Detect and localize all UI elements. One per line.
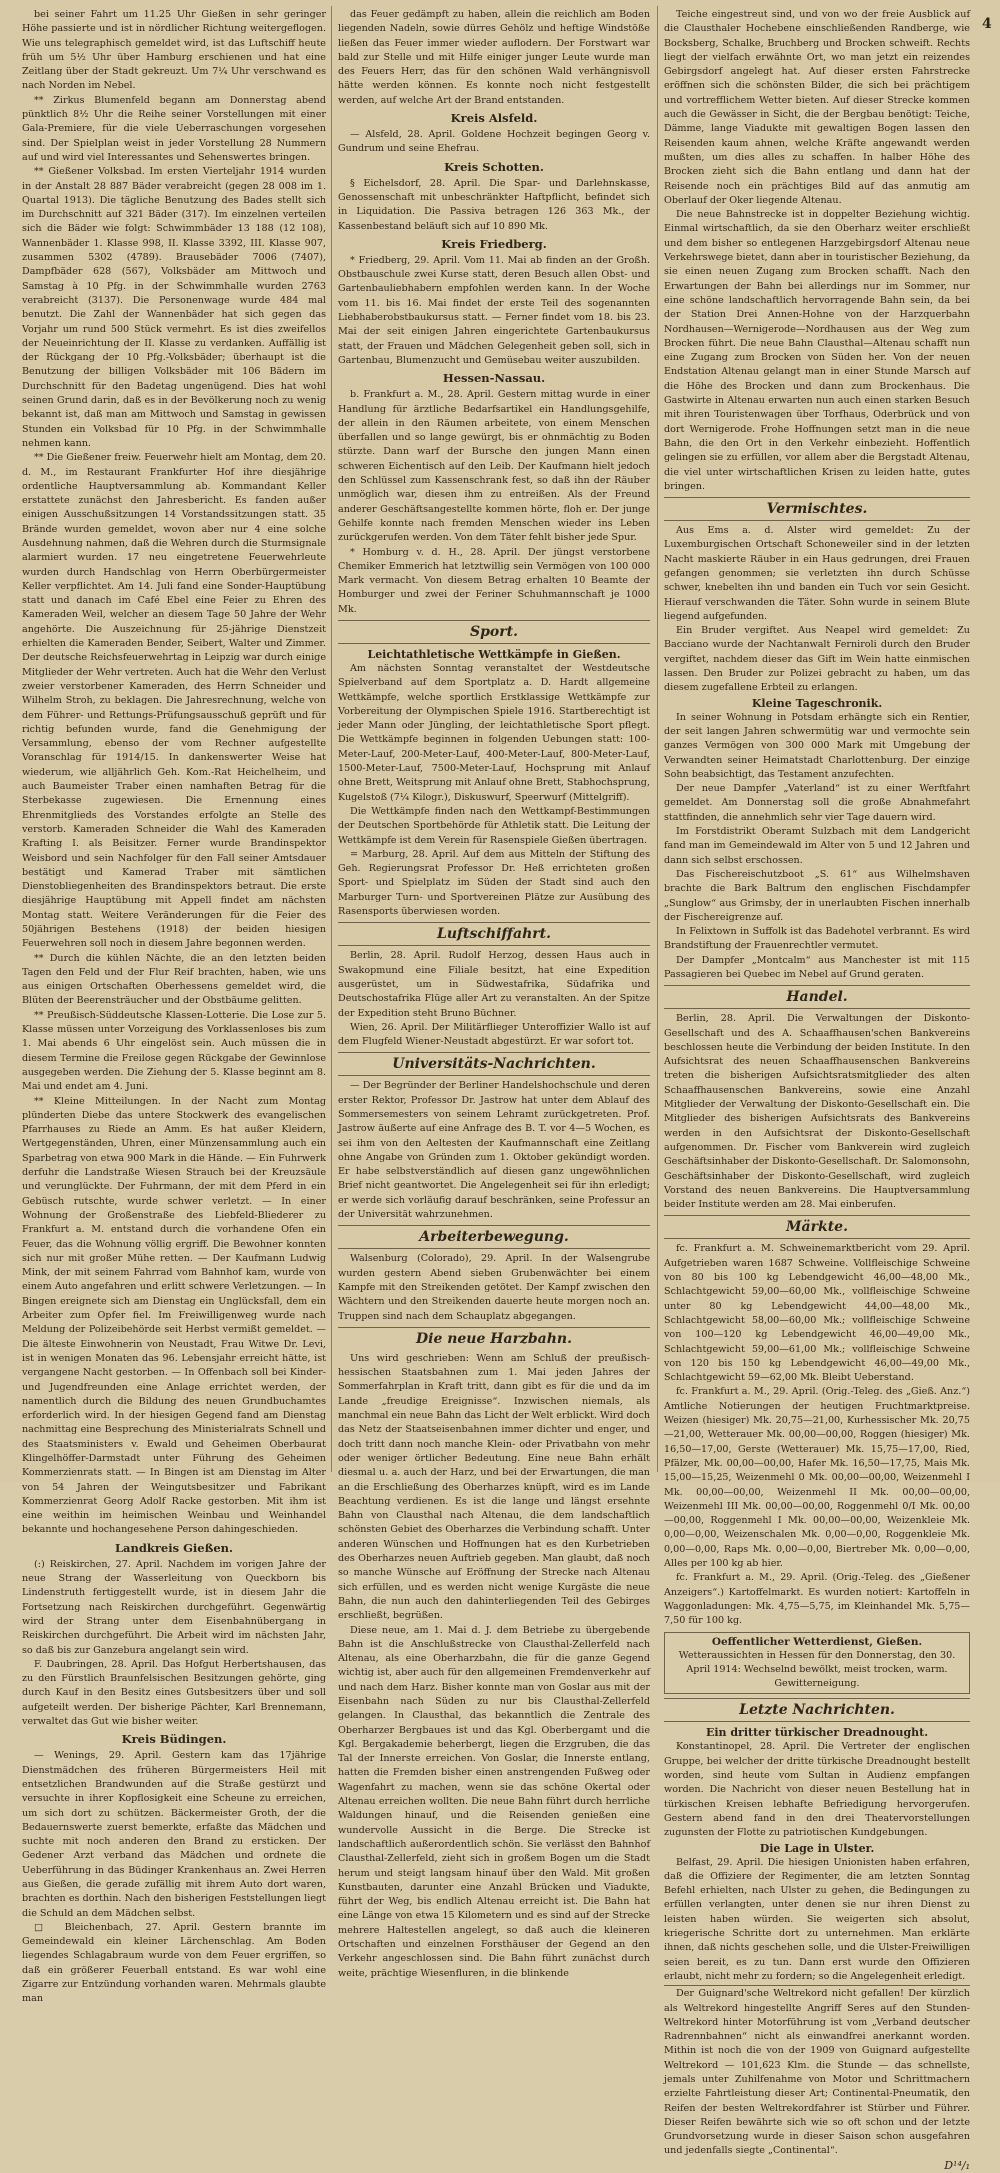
section-rule bbox=[664, 1008, 970, 1009]
section-rule bbox=[338, 922, 650, 923]
section-rule bbox=[338, 1327, 650, 1328]
section-rule bbox=[338, 620, 650, 621]
column-3 bbox=[664, 8, 970, 2172]
misc-section bbox=[664, 497, 970, 521]
district-heading: Kreis Schotten. bbox=[444, 159, 544, 174]
section-rule bbox=[664, 1721, 970, 1722]
article-paragraph: Ein Bruder vergiftet. Aus Neapel wird gemeldet: Zu Bacciano wurde der Nachtanwalt Ferniroli durch den Bruder vergiftet, nachdem dieser das Gift im Wein hatte einmischen lassen. Den Bruder zur Polizei gebracht zu haben, um das diesem zugefallene Erbteil zu erlangen. bbox=[664, 625, 970, 694]
section-rule bbox=[664, 985, 970, 986]
article-paragraph: Die neue Bahnstrecke ist in doppelter Beziehung wichtig. Einmal wirtschaftlich, da sie den Oberharz weiter erschließt und dem bisher so entlegenen Harzgebirgsdorf Altenau neue Verkehrswege bietet, dann aber in touristischer Beziehung, da sie einen neuen Zugang zum Brocken schafft. Nach den Erwartungen der Bahn bei allerdings nur im Sommer, nur eine schöne landschaftlich hervorragende Bahn sein, da bei der Station Drei Annen-Hohne von der Harzquerbahn Nordhausen—Wernigerode—Nordhausen aus der Weg zum Brocken führt. Die neue Bahn Clausthal—Altenau schafft nun eine Zugang zum Brocken von Süden her. Von der neuen Endstation Altenau gelangt man in einer Stunde Marsch auf die Höhe des Brocken und dann zum Brockenhaus. Die Gastwirte in Altenau erwarten nun auch einen starken Besuch mit ihren Touristenwagen über Torfhaus, Oderbrück und von dort Wernigerode. Frohe Hoffnungen setzt man in die neue Bahn, die den Ort in den Verkehr einbezieht. Hoffentlich gelingen sie zu erfüllen, vor allem aber die Bergstadt Altenau, die viel unter wirtschaftlichen Krisen zu leiden hatte, gutes bringen. bbox=[664, 209, 970, 492]
section-rule bbox=[664, 497, 970, 498]
weather-forecast: Wetteraussichten in Hessen für den Donnerstag, den 30. April 1914: Wechselnd bewölkt, meist trocken, warm. Gewitterneigung. bbox=[678, 1650, 956, 1690]
district-heading: Landkreis Gießen. bbox=[114, 1540, 234, 1555]
printer-mark: D¹⁴/₁ bbox=[944, 2158, 970, 2172]
article-paragraph: * Homburg v. d. H., 28. April. Der jüngst verstorbene Chemiker Emmerich hat letztwillig sein Vermögen von 100 000 Mark vermacht. Von diesem Betrag erhalten 10 Beamte der Homburger und zwei der Feriner Schuhmannschaft je 1000 Mk. bbox=[338, 546, 650, 615]
article-headline: Kleine Tageschronik. bbox=[751, 696, 883, 710]
article-paragraph: In Felixtown in Suffolk ist das Badehotel verbrannt. Es wird Brandstiftung der Frauenrechtler vermutet. bbox=[664, 926, 970, 952]
district-heading: Kreis Alsfeld. bbox=[450, 111, 538, 126]
column-divider bbox=[657, 6, 658, 1472]
section-rule bbox=[664, 1985, 970, 1986]
article-paragraph: Teiche eingestreut sind, und von wo der freie Ausblick auf die Clausthaler Hochebene einschließenden Randberge, wie Bocksberg, Schalke, Bruchberg und Brocken schweift. Rechts liegt der vielfach erwähnte Ort, wo man jetzt ein reizendes Gebirgsdorf angelegt hat. Auf dieser ersten Fahrstrecke eröffnen sich die schönsten Bilder, die sich bei prächtigem und vortrefflichem Wetter bieten. Auf dieser Strecke kommen auch die Gewässer in Sicht, die der Bergbau benötigt: Teiche, Dämme, lange Viadukte mit gewaltigen Bogen lassen den Reisenden kaum ahnen, welche Kräfte angewandt werden mußten, um dies alles zu schaffen. In halber Höhe des Brocken zieht sich die Bahn entlang und dann hat der Reisende noch ein prächtiges Bild auf das anmutig am Oberlauf der Oker liegende Altenau. bbox=[664, 9, 970, 206]
article-paragraph: Der neue Dampfer „Vaterland“ ist zu einer Werftfahrt gemeldet. Am Donnerstag soll die große Abnahmefahrt stattfinden, die annehmlich sehr vier Tage dauern wird. bbox=[664, 783, 970, 823]
article-paragraph: Wien, 26. April. Der Militärflieger Unteroffizier Wallo ist auf dem Flugfeld Wiener-Neustadt abgestürzt. Er war sofort tot. bbox=[338, 1021, 650, 1048]
article-paragraph: Diese neue, am 1. Mai d. J. dem Betriebe zu übergebende Bahn ist die Anschlußstrecke von Clausthal-Zellerfeld nach Altenau, als eine Oberharzbahn, die für die ganze Gegend wichtig ist, aber auch für den allgemeinen Fremdenverkehr auf und nach dem Harz. Bisher konnte man von Goslar aus mit der Eisenbahn nach Süden zu nur bis Clausthal-Zellerfeld gelangen. In Clausthal, das bekanntlich die Zentrale des Oberharzer Bergbaues ist und das Kgl. Oberbergamt und die Kgl. Bergakademie beherbergt, liegen die Erzgruben, die das Tal der Innerste erreichen. Von Goslar, die Innerste entlang, hatten die Fremden bisher einen anstrengenden Fußweg oder Wagenfahrt zu machen, wenn sie das schöne Okertal oder Altenau erreichen wollten. Die neue Bahn führt durch herrliche Waldungen hinauf, und die Reisenden genießen eine wundervolle Aussicht in die Berge. Die Strecke ist landschaftlich außerordentlich schön. Sie verlässt den Bahnhof Clausthal-Zellerfeld, zieht sich in großem Bogen um die Stadt herum und steigt langsam hinauf über den Wald. Mit großen Kunstbauten, darunter eine Anzahl Brücken und Viadukte, führt der Weg, bis endlich Altenau erreicht ist. Die Bahn hat eine Länge von etwa 15 Kilometern und es sind auf der Strecke mehrere Haltestellen angelegt, so daß auch die kleineren Ortschaften und einzelnen Forsthäuser der Gegend an den Verkehr angeschlossen sind. Die Bahn führt zunächst durch weite, prächtige Wiesenfluren, in die blinkende bbox=[338, 1624, 650, 1979]
article-paragraph: Der Guignard'sche Weltrekord nicht gefallen! Der kürzlich als Weltrekord hingestellte Angriff Seres auf den Stunden-Weltrekord hinter Motorführung ist vom „Verband deutscher Radrennbahnen“ nicht als einwandfrei anerkannt worden. Mithin ist noch die von der 1909 von Guignard aufgestellte Weltrekord — 101,623 Klm. die Stunde — das schnellste, jemals unter Zuhilfenahme von Motor und Schrittmachern erzielte Fahrtleistung dieser Art; Continental-Pneumatik, den Reifen der besten Weltrekordfahrer ist Stürber und Führer. Dieser Reifen bewährte sich wie so oft schon und der letzte Grundvorsetzung wurde in dieser Saison schon ausgefahren und jedenfalls siegte „Continental“. bbox=[664, 1988, 970, 2157]
article-paragraph: ** Gießener Volksbad. Im ersten Vierteljahr 1914 wurden in der Anstalt 28 887 Bäder verabreicht (gegen 28 008 im 1. Quartal 1913). Die tägliche Benutzung des Bades stellt sich im Durchschnitt auf 321 Bäder (317). Im einzelnen verteilen sich die Bäder wie folgt: Schwimmbäder 13 188 (12 108), Wannenbäder 1. Klasse 998, II. Klasse 3392, III. Klasse 907, zusammen 5302 (4789). Brausebäder 7006 (7407), Dampfbäder 628 (567), Volksbäder am Mittwoch und Samstag à 10 Pfg. in der Schwimmhalle wurden 2763 verabreicht (3137). Die Personenwage wurde 484 mal benutzt. Die Zahl der Wannenbäder hat sich gegen das Vorjahr um rund 500 Stück vermehrt. Es ist dies zweifellos der Neueinrichtung der II. Klasse zu verdanken. Auffällig ist der Rückgang der 10 Pfg.-Volksbäder; überhaupt ist die Benutzung der billigen Volksbäder mit 106 Bädern im Durchschnitt für den Badetag ungenügend. Dies hat wohl seinen Grund darin, daß es in der Bevölkerung noch zu wenig bekannt ist, daß man am Mittwoch und Samstag in gewissen Stunden ein Volksbad für 10 Pfg. in der Schwimmhalle nehmen kann. bbox=[22, 166, 326, 449]
section-rule bbox=[338, 945, 650, 946]
article-paragraph: Aus Ems a. d. Alster wird gemeldet: Zu der Luxemburgischen Ortschaft Schoneweiler sind in der letzten Nacht maskierte Räuber in ein Haus gedrungen, drei Frauen gefangen genommen; sie verletzten ihn durch Schüsse schwer, knebelten ihn und banden ein Tuch vor sein Gesicht. Hierauf verschwanden die Täter. Sohn wurde in seinem Blute liegend aufgefunden. bbox=[664, 525, 970, 622]
section-rule bbox=[338, 1248, 650, 1249]
article-paragraph: das Feuer gedämpft zu haben, allein die reichlich am Boden liegenden Nadeln, sowie dürres Gehölz und heftige Windstöße ließen das Feuer immer wieder auflodern. Der Forstwart war bald zur Stelle und mit Hilfe einiger junger Leute wurde man des Feuers Herr, das für den schönen Wald verhängnisvoll hätte werden können. Es konnte noch nicht festgestellt werden, auf welche Art der Brand entstanden. bbox=[338, 9, 650, 106]
column-divider bbox=[331, 6, 332, 1472]
article-paragraph: Walsenburg (Colorado), 29. April. In der Walsengrube wurden gestern Abend sieben Grubenwächter bei einem Kampfe mit den Streikenden getötet. Der Kampf zwischen den Wächtern und den Streikenden dauerte heute morgen noch an. Truppen sind nach dem Schauplatz abgegangen. bbox=[338, 1253, 650, 1322]
article-paragraph: ** Die Gießener freiw. Feuerwehr hielt am Montag, dem 20. d. M., im Restaurant Frankfurter Hof ihre diesjährige ordentliche Hauptversammlung ab. Kommandant Keller erstattete zunächst den Jahresbericht. Es fanden außer einigen Ausschußsitzungen 14 Vorstandssitzungen statt. 35 Brände wurden gemeldet, wovon aber nur 4 eine solche Ausdehnung nahmen, daß die Wehren durch die Sturmsignale alarmiert wurden. 17 neu eingetretene Feuerwehrleute wurden durch Handschlag von Herrn Oberbürgermeister Keller verpflichtet. Am 14. Juli fand eine Sonder-Hauptübung statt und danach im Café Ebel eine Feier zu Ehren des Kameraden Weil, welcher an diesem Tage 50 Jahre der Wehr angehörte. Die Auszeichnung für 25-jährige Dienstzeit erhielten die Kameraden Bender, Seibert, Walter und Zimmer. Der deutsche Reichsfeuerwehrtag in Leipzig war durch einige Mitglieder der Wehr vertreten. Auch hat die Wehr den Verlust zweier verstorbener Kameraden, des Herrn Schneider und Wilhelm Stroh, zu beklagen. Die Jahresrechnung, welche von dem Führer- und Rettungs-Prüfungsausschuß geprüft und für richtig befunden wurde, fand die Genehmigung der Versammlung, ebenso der vom Rechner aufgestellte Voranschlag für 1914/15. In dankenswerter Weise hat wiederum, wie alljährlich Geh. Kom.-Rat Heichelheim, und auch Baumeister Traber einen namhaften Betrag für die Sterbekasse zugewiesen. Die Ernennung eines Ehrenmitglieds des Vorstandes erfolgte an Stelle des verstorb. Kameraden Schneider die Wahl des Kameraden Krafting I. als Beisitzer. Ferner wurde Brandinspektor Weisbord und sein Nachfolger für den Fall seiner Amtsdauer bestätigt und Kamerad Traber mit sämtlichen Dienstobliegenheiten des Brandinspektors betraut. Die erste diesjährige Hauptübung mit Appell findet am nächsten Montag statt. Weitere Veränderungen für die Feier des 50jährigen Bestehens (1918) der beiden hiesigen Feuerwehren soll noch in diesem Jahre begonnen werden. bbox=[22, 452, 326, 950]
article-paragraph: fc. Frankfurt a. M. Schweinemarktbericht vom 29. April. Aufgetrieben waren 1687 Schweine. Vollfleischige Schweine von 80 bis 100 kg Lebendgewicht 46,00—48,00 Mk., Schlachtgewicht 59,00—60,00 Mk., vollfleischige Schweine unter 80 kg Lebendgewicht 44,00—48,00 Mk., Schlachtgewicht 58,00—60,00 Mk.; vollfleischige Schweine von 100—120 kg Lebendgewicht 46,00—49,00 Mk., Schlachtgewicht 59,00—61,00 Mk.; vollfleischige Schweine von 120 bis 150 kg Lebendgewicht 46,00—49,00 Mk., Schlachtgewicht 59—62,00 Mk. Bleibt Ueberstand. bbox=[664, 1243, 970, 1384]
district-heading: Hessen-Nassau. bbox=[442, 371, 546, 386]
article-paragraph: Berlin, 28. April. Die Verwaltungen der Diskonto-Gesellschaft und des A. Schaaffhausen'schen Bankvereins beschlossen heute die Verbindung der beiden Institute. In den Aufsichtsrat des neuen Schaaffhausenschen Bankvereins treten die bisherigen Aufsichtsratsmitglieder des alten Schaaffhausenschen Bankvereins, sowie eine Anzahl Mitglieder der Verwaltung der Diskonto-Gesellschaft ein. Die Mitglieder des bisherigen Aufsichtsrats des Bankvereins werden in den Aufsichtsrat der Diskonto-Gesellschaft aufgenommen. Dr. Fischer vom Bankverein wird zugleich Geschäftsinhaber der Diskonto-Gesellschaft. Dr. Salomonsohn, Geschäftsinhaber der Diskonto-Gesellschaft, wird zugleich Vorstand des neuen Bankvereins. Die Hauptversammlung beider Institute werden am 28. Mai einberufen. bbox=[664, 1013, 970, 1211]
article-paragraph: § Eichelsdorf, 28. April. Die Spar- und Darlehnskasse, Genossenschaft mit unbeschränkter Haftpflicht, befindet sich in Liquidation. Die Passiva betragen 126 363 Mk., der Kassenbestand beläuft sich auf 10 890 Mk. bbox=[338, 177, 650, 232]
article-paragraph: Uns wird geschrieben: Wenn am Schluß der preußisch-hessischen Staatsbahnen zum 1. Mai jeden Jahres der Sommerfahrplan in Kraft tritt, dann gibt es für die und da im Lande „freudige Ereignisse“. Inzwischen niemals, als manchmal ein neue Bahn das Licht der Welt erblickt. Wird doch das Netz der Staatseisenbahnen immer dichter und enger, und doch tritt dann noch manche Klein- oder Privatbahn von mehr oder weniger örtlicher Bedeutung. Eine neue Bahn erhält diesmal u. a. auch der Harz, und bei der Erwartungen, die man an die Erschließung des Oberharzes knüpft, wird es im Lande Beachtung verdienen. Es ist die lange und längst ersehnte Bahn von Clausthal nach Altenau, die dem landschaftlich schönsten Gebiet des Oberharzes die Verbindung schafft. Unter anderen Wünschen und Hoffnungen hat es den Kurbetrieben des Oberharzes neuen Auftrieb gegeben. Man glaubt, daß noch so manche Wünsche auf Eröffnung der Strecke nach Altenau sich erfüllen, und es werden nicht wenige Kurgäste die neue Bahn, die nun auch den dahinterliegenden Teil des Gebirges erschließt, begrüßen. bbox=[338, 1352, 650, 1622]
article-paragraph: — Der Begründer der Berliner Handelshochschule und deren erster Rektor, Professor Dr. Jastrow hat unter dem Ablauf des Sommersemesters von seinem Lehramt zurückgetreten. Prof. Jastrow äußerte auf eine Anfrage des B. T. vor 4—5 Wochen, es sei ihm von den Aeltesten der Kaufmannschaft eine Zeitlang ohne Angabe von Gründen zum 1. Oktober gekündigt worden. Er habe selbstverständlich auf diesen ganz ungewöhnlichen Brief nicht geantwortet. Die Angelegenheit sei für ihn erledigt; er werde sich vorläufig darauf beschränken, seine Professur an der Universität wahrzunehmen. bbox=[338, 1080, 650, 1221]
article-paragraph: Belfast, 29. April. Die hiesigen Unionisten haben erfahren, daß die Offiziere der Regimenter, die am letzten Sonntag Befehl erhielten, nach Ulster zu gehen, die Bedingungen zu erfüllen verlangten, unter denen sie nur ihren Dienst zu leisten haben würden. Sie weigerten sich absolut, kriegerische Schritte dort zu unternehmen. Man erklärte ihnen, daß nichts geschehen solle, und die Ulster-Freiwilligen seien bereit, es zu tun. Dann erst wurde den Offizieren erlaubt, nicht mehr zu fordern; so die Angelegenheit erledigt. bbox=[664, 1856, 970, 1982]
article-paragraph: ** Kleine Mitteilungen. In der Nacht zum Montag plünderten Diebe das untere Stockwerk des evangelischen Pfarrhauses zu Riede an Amm. Es hat außer Kleidern, Wertgegenständen, Uhren, einer Münzensammlung auch ein Sparbetrag von etwa 900 Mark in die Hände. — Ein Fuhrwerk derfuhr die Landstraße Wiesen Strauch bei der Kreuzsäule und verunglückte. Der Fuhrmann, der mit dem Pferd in ein Gebüsch rutschte, wurde schwer verletzt. — In einer Wohnung der Großenstraße des Liebfeld-Bliederer zu Frankfurt a. M. entstand durch die vorhandene Ofen ein Feuer, das die Wohnung völlig ergriff. Die Bewohner konnten sich nur mit großer Mühe retten. — Der Kaufmann Ludwig Mink, der mit seinem Fahrrad vom Bahnhof kam, wurde von einem Auto angefahren und erlitt schwere Verletzungen. — In Bingen ereignete sich am Dienstag ein Unglücksfall, dem ein Arbeiter zum Opfer fiel. Im Freiwilligenweg wurde nach Meldung der Polizeibehörde seit Herbst vermißt gemeldet. — Die älteste Einwohnerin von Neustadt, Frau Witwe Dr. Levi, ist in wenigen Monaten das 96. Lebensjahr erreicht hätte, ist vergangene Nacht gestorben. — In Offenbach soll bei Kinder- und Jugendfreunden eine Anlage errichtet werden, der namentlich durch die Bildung des neuen Grundbuchamtes erforderlich wird. In der hiesigen Gegend fand am Dienstag nachmittag eine Besprechung des Ministerialrats Schnell und des Staatsministers v. Ewald und Geheimen Oberbaurat Klingelhöffer-Darmstadt unter Führung des Geheimen Kommerzienrats statt. — In Bingen ist am Dienstag im Alter von 54 Jahren der Weingutsbesitzer und Fabrikant Kommerzienrat Georg Adolf Racke gestorben. Mit ihm ist eine weithin im heimischen Weinbau und Weinhandel bekannte und hochangesehene Person dahingeschieden. bbox=[22, 1095, 326, 1536]
weather-title: Oeffentlicher Wetterdienst, Gießen. bbox=[711, 1636, 923, 1649]
section-title: Letzte Nachrichten. bbox=[739, 1702, 895, 1719]
section-rule bbox=[338, 1075, 650, 1076]
article-paragraph: fc. Frankfurt a. M., 29. April. (Orig.-Teleg. des „Gießener Anzeigers“.) Kartoffelmarkt. Es wurden notiert: Kartoffeln in Waggonladungen: Mk. 4,75—5,75, im Kleinhandel Mk. 5,75—7,50 für 100 kg. bbox=[664, 1572, 970, 1627]
district-heading: Kreis Büdingen. bbox=[121, 1732, 227, 1747]
article-paragraph: ** Preußisch-Süddeutsche Klassen-Lotterie. Die Lose zur 5. Klasse müssen unter Vorzeigung des Vorklassenloses bis zum 1. Mai abends 6 Uhr eingelöst sein. Auch müssen die in diesem Termine die Freilose gegen Rückgabe der Gewinnlose ausgegeben werden. Die Ziehung der 5. Klasse beginnt am 8. Mai und endet am 4. Juni. bbox=[22, 1009, 326, 1093]
section-title: Vermischtes. bbox=[766, 501, 868, 518]
article-paragraph: * Friedberg, 29. April. Vom 11. Mai ab finden an der Großh. Obstbauschule zwei Kurse statt, deren Besuch allen Obst- und Gartenbauliebhabern empfohlen werden kann. In der Woche vom 11. bis 16. Mai findet der erste Teil des sogenannten Liebhaberobstbaukursus statt. — Ferner findet vom 18. bis 23. Mai der seit einigen Jahren eingerichtete Gartenbaukursus statt, der Frauen und Mädchen Gelegenheit geben soll, sich in Gartenbau, Blumenzucht und Gemüsebau weiter auszubilden. bbox=[338, 254, 650, 366]
article-paragraph: Konstantinopel, 28. April. Die Vertreter der englischen Gruppe, bei welcher der dritte türkische Dreadnought bestellt worden, sind heute vom Sultan in Audienz empfangen worden. Die Nachricht von dieser neuen Bestellung hat in türkischen Kreisen lebhafte Befriedigung hervorgerufen. Gestern abend fand in den drei Theatervorstellungen zugunsten der Flotte zu patriotischen Kundgebungen. bbox=[664, 1741, 970, 1839]
article-paragraph: Berlin, 28. April. Rudolf Herzog, dessen Haus auch in Swakopmund eine Filiale besitzt, hat eine Expedition ausgerüstet, um in Südwestafrika, Südafrika und Deutschostafrika Flüge aller Art zu veranstalten. An der Spitze der Expedition steht Bruno Büchner. bbox=[338, 950, 650, 1019]
district-heading: Kreis Friedberg. bbox=[441, 236, 547, 251]
labor-section bbox=[338, 1225, 650, 1249]
section-title: Luftschiffahrt. bbox=[437, 926, 551, 943]
section-title: Die neue Harzbahn. bbox=[415, 1330, 572, 1347]
article-paragraph: fc. Frankfurt a. M., 29. April. (Orig.-Teleg. des „Gieß. Anz.“) Amtliche Notierungen der heutigen Fruchtmarktpreise. Weizen (hiesiger) Mk. 20,75—21,00, Kurhessischer Mk. 20,75—21,00, Wetterauer Mk. 00,00—00,00, Roggen (hiesiger) Mk. 16,50—17,00, Gerste (Wetterauer) Mk. 15,75—17,00, Ried, Pfälzer, Mk. 00,00—00,00, Hafer Mk. 16,50—17,75, Mais Mk. 15,00—15,25, Weizenmehl 0 Mk. 00,00—00,00, Weizenmehl I Mk. 00,00—00,00, Weizenmehl II Mk. 00,00—00,00, Weizenmehl III Mk. 00,00—00,00, Roggenmehl 0/I Mk. 00,00—00,00, Roggenmehl I Mk. 00,00—00,00, Weizenkleie Mk. 0,00—0,00, Weizenschalen Mk. 0,00—0,00, Roggenkleie Mk. 0,00—0,00, Raps Mk. 0,00—0,00, Biertreber Mk. 0,00—0,00, Alles per 100 kg ab hier. bbox=[664, 1386, 970, 1569]
article-paragraph: Der Dampfer „Montcalm“ aus Manchester ist mit 115 Passagieren bei Quebec im Nebel auf Grund geraten. bbox=[664, 954, 970, 980]
article-paragraph: F. Daubringen, 28. April. Das Hofgut Herbertshausen, das zu den Fürstlich Braunfelsischen Besitzungen gehörte, ging durch Kauf in den Besitz eines Gutsbesitzers über und soll aufgeteilt werden. Der bisherige Pächter, Karl Brennemann, verwaltet das Gut wie bisher weiter. bbox=[22, 1658, 326, 1728]
latest-news-section bbox=[664, 1698, 970, 1722]
section-rule bbox=[664, 1215, 970, 1216]
section-rule bbox=[664, 1698, 970, 1699]
column-1 bbox=[22, 8, 326, 2005]
article-headline: Leichtathletische Wettkämpfe in Gießen. bbox=[367, 647, 621, 661]
markets-section bbox=[664, 1215, 970, 1239]
section-title: Arbeiterbewegung. bbox=[419, 1229, 569, 1246]
article-paragraph: □ Bleichenbach, 27. April. Gestern brannte im Gemeindewald ein kleiner Lärchenschlag. Am Boden liegendes Schlagabraum wurde von dem Feuer ergriffen, so daß ein größerer Feuerball entstand. Es war wohl eine Zigarre zur Entzündung vorhanden waren. Mehrmals glaubte man bbox=[22, 1921, 326, 2005]
weather-box bbox=[664, 1632, 970, 1694]
university-section bbox=[338, 1052, 650, 1076]
article-paragraph: (:) Reiskirchen, 27. April. Nachdem im vorigen Jahre der neue Strang der Wasserleitung von Queckborn bis Lindenstruth fertiggestellt wurde, ist in diesem Jahr die Fortsetzung nach Reiskirchen durchgeführt. Gegenwärtig wird der Strang unter dem Eisenbahnübergang in Reiskirchen durchgeführt. Die Arbeit wird im nächsten Jahr, so daß bis zur Ganzebura angelangt sein wird. bbox=[22, 1558, 326, 1656]
section-title: Universitäts-Nachrichten. bbox=[392, 1056, 596, 1073]
column-2 bbox=[338, 8, 650, 1979]
article-paragraph: ** Durch die kühlen Nächte, die an den letzten beiden Tagen den Feld und der Flur Reif brachten, haben, wie uns aus einigen Ortschaften Oberhessens gemeldet wird, die Blüten der Beerensträucher und der Obstbäume gelitten. bbox=[22, 952, 326, 1007]
article-paragraph: Im Forstdistrikt Oberamt Sulzbach mit dem Landgericht fand man im Gemeindewald im Alter von 5 und 12 Jahren und dann sich selbst erschossen. bbox=[664, 826, 970, 866]
article-paragraph: = Marburg, 28. April. Auf dem aus Mitteln der Stiftung des Geh. Regierungsrat Professor Dr. Heß errichteten großen Sport- und Spielplatz im Süden der Stadt sind auch den Marburger Turn- und Sportvereinen Plätze zur Ausübung des Rasensports überwiesen worden. bbox=[338, 848, 650, 918]
section-title: Handel. bbox=[786, 989, 848, 1006]
section-title: Märkte. bbox=[786, 1219, 848, 1236]
article-headline: Ein dritter türkischer Dreadnought. bbox=[705, 1726, 929, 1740]
article-paragraph: ** Zirkus Blumenfeld begann am Donnerstag abend pünktlich 8½ Uhr die Reihe seiner Vorstellungen mit einer Gala-Premiere, für die viele Ueberraschungen vorgesehen sind. Der Spielplan weist in jeder Vorstellung 28 Nummern auf und wird viel Interessantes und Sehenswertes bringen. bbox=[22, 94, 326, 163]
section-rule bbox=[338, 1225, 650, 1226]
article-paragraph: Am nächsten Sonntag veranstaltet der Westdeutsche Spielverband auf dem Sportplatz a. D. Hardt allgemeine Wettkämpfe, welche sportlich Erstklassige Wettkämpfe zur Vorbereitung der Olympischen Spiele 1916. Startberechtigt ist jeder Mann oder Jüngling, der leichtathletische Sport pflegt. Die Wettkämpfe beginnen in folgenden Uebungen statt: 100-Meter-Lauf, 200-Meter-Lauf, 400-Meter-Lauf, 800-Meter-Lauf, 1500-Meter-Lauf, 7500-Meter-Lauf, Hochsprung mit Anlauf ohne Brett, Weitsprung mit Anlauf ohne Brett, Stabhochsprung, Kugelstoß (7¼ Kilogr.), Diskuswurf, Speerwurf (Mittelgriff). bbox=[338, 662, 650, 803]
article-paragraph: b. Frankfurt a. M., 28. April. Gestern mittag wurde in einer Handlung für ärztliche Bedarfsartikel ein Handlungsgehilfe, der allein in den Räumen arbeitete, von einem Menschen überfallen und so lange gewürgt, bis er ohnmächtig zu Boden stürzte. Dann warf der Bursche den jungen Mann einen schweren Eichentisch auf den Leib. Der Kaufmann hielt jedoch den Schlüssel zum Kassenschrank fest, so daß ihn der Räuber unmöglich war, diesen ihm zu entreißen. Als der Freund anderer Geschäftsangestellte kommen hörte, floh er. Der junge Gehilfe konnte nach fremden Menschen wieder ins Leben zurückgerufen werden. Von dem Täter fehlt bisher jede Spur. bbox=[338, 389, 650, 544]
article-paragraph: In seiner Wohnung in Potsdam erhängte sich ein Rentier, der seit langen Jahren schwermütig war und vermochte sein ganzes Vermögen von 300 000 Mark mit Umgebung der Verwandten seiner Heimatstadt Charlottenburg. Der einzige Sohn beabsichtigt, das Testament anzufechten. bbox=[664, 711, 970, 780]
trade-section bbox=[664, 985, 970, 1009]
section-rule bbox=[664, 1238, 970, 1239]
article-paragraph: — Wenings, 29. April. Gestern kam das 17jährige Dienstmädchen des früheren Bürgermeisters Heil mit entsetzlichen Brandwunden auf die Straße gestürzt und versuchte in ihrer Kopflosigkeit eine Scheune zu erreichen, um sich dort zu schützen. Bäckermeister Groth, der die Bedauernswerte zuerst bemerkte, erfaßte das Mädchen und suchte mit noch anderen den Brand zu ersticken. Der Gedener Arzt verband das Mädchen und ordnete die Ueberführung in das Büdinger Krankenhaus an. Zwei Herren aus Gießen, die gerade zufällig mit ihrem Auto dort waren, brachten es dorthin. Nach den bisherigen Feststellungen liegt die Schuld an dem Mädchen selbst. bbox=[22, 1750, 326, 1919]
article-paragraph: — Alsfeld, 28. April. Goldene Hochzeit begingen Georg v. Gundrum und seine Ehefrau. bbox=[338, 129, 650, 155]
article-paragraph: bei seiner Fahrt um 11.25 Uhr Gießen in sehr geringer Höhe passierte und ist in nördlicher Richtung weitergeflogen. Wie uns telegraphisch gemeldet wird, ist das Luftschiff heute früh um 5½ Uhr über Hamburg erschienen und hat eine Zeitlang über der Stadt gekreuzt. Um 7¼ Uhr verschwand es nach Norden im Nebel. bbox=[22, 9, 326, 92]
section-rule bbox=[664, 520, 970, 521]
article-headline: Die Lage in Ulster. bbox=[759, 1841, 875, 1855]
page-number: 4 bbox=[982, 16, 992, 32]
article-paragraph: Das Fischereischutzboot „S. 61“ aus Wilhelmshaven brachte die Bark Baltrum den englischen Fischdampfer „Sunglow“ aus Grimsby, der in unerlaubten Fischen innerhalb der Fischereigrenze auf. bbox=[664, 868, 970, 923]
section-title: Sport. bbox=[470, 623, 518, 640]
harzbahn-section bbox=[338, 1327, 650, 1349]
aviation-section bbox=[338, 922, 650, 946]
article-paragraph: Die Wettkämpfe finden nach den Wettkampf-Bestimmungen der Deutschen Sportbehörde für Athletik statt. Die Leitung der Wettkämpfe ist dem Verein für Rasenspiele Gießen übertragen. bbox=[338, 805, 650, 846]
sport-section bbox=[338, 620, 650, 644]
section-rule bbox=[338, 643, 650, 644]
section-rule bbox=[338, 1052, 650, 1053]
